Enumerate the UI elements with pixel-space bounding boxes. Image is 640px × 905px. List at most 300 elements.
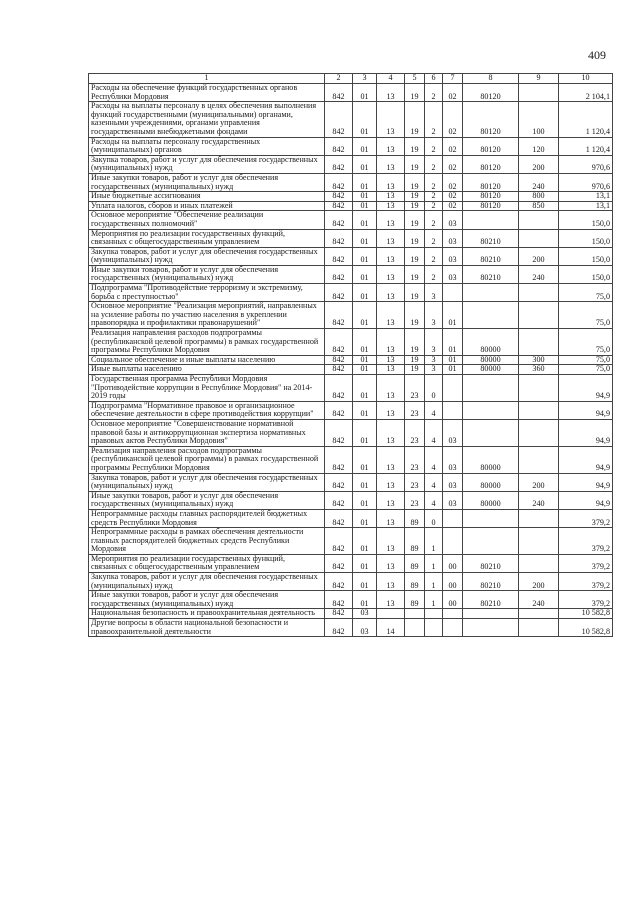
- row-subprogram: 2: [425, 192, 443, 202]
- row-name: Иные выплаты населению: [89, 365, 325, 375]
- row-expense-type: 200: [519, 473, 559, 491]
- row-amount: 379,2: [559, 528, 613, 555]
- row-subprogram: 4: [425, 446, 443, 473]
- row-amount: 94,9: [559, 375, 613, 402]
- row-expense-type: [519, 419, 559, 446]
- table-row: [89, 355, 613, 365]
- row-ministry-code: 842: [325, 401, 353, 419]
- row-direction: 80210: [463, 554, 519, 572]
- row-ministry-code: 842: [325, 155, 353, 173]
- column-header: 1: [89, 74, 325, 84]
- row-name: Подпрограмма "Нормативное правовое и организационное обеспечение деятельности в сфере противодействия коррупции": [89, 401, 325, 419]
- table-row: [89, 375, 613, 402]
- row-expense-type: 240: [519, 591, 559, 609]
- row-expense-type: [519, 211, 559, 229]
- column-header: 5: [405, 74, 425, 84]
- row-amount: 75,0: [559, 284, 613, 302]
- row-expense-type: [519, 329, 559, 356]
- row-activity: 01: [443, 355, 463, 365]
- row-subsection: 13: [377, 155, 405, 173]
- row-section: 01: [353, 355, 377, 365]
- table-row: [89, 446, 613, 473]
- row-name: Расходы на выплаты персоналу государственных (муниципальных) органов: [89, 137, 325, 155]
- table-row: [89, 619, 613, 637]
- row-activity: 00: [443, 554, 463, 572]
- table-row: [89, 365, 613, 375]
- row-subprogram: 4: [425, 473, 443, 491]
- table-row: [89, 528, 613, 555]
- row-activity: 02: [443, 155, 463, 173]
- row-activity: 02: [443, 201, 463, 211]
- row-subsection: 13: [377, 137, 405, 155]
- row-ministry-code: 842: [325, 355, 353, 365]
- row-activity: 03: [443, 491, 463, 509]
- row-subprogram: 1: [425, 573, 443, 591]
- row-activity: 00: [443, 573, 463, 591]
- row-ministry-code: 842: [325, 419, 353, 446]
- row-program: 19: [405, 355, 425, 365]
- row-amount: 13,1: [559, 201, 613, 211]
- row-activity: [443, 375, 463, 402]
- row-name: Реализация направления расходов подпрограммы (республиканской целевой программы) в рамках государственной программы Республики Мордовия: [89, 446, 325, 473]
- row-amount: 379,2: [559, 573, 613, 591]
- row-amount: 75,0: [559, 365, 613, 375]
- row-program: 19: [405, 155, 425, 173]
- row-direction: 80210: [463, 573, 519, 591]
- row-subprogram: 1: [425, 528, 443, 555]
- row-expense-type: [519, 375, 559, 402]
- row-expense-type: [519, 401, 559, 419]
- row-name: Другие вопросы в области национальной безопасности и правоохранительной деятельности: [89, 619, 325, 637]
- row-section: 01: [353, 265, 377, 283]
- row-activity: 03: [443, 446, 463, 473]
- table-row: [89, 247, 613, 265]
- row-amount: 379,2: [559, 591, 613, 609]
- row-subprogram: 4: [425, 491, 443, 509]
- row-subsection: 13: [377, 591, 405, 609]
- row-section: 01: [353, 591, 377, 609]
- row-program: 23: [405, 446, 425, 473]
- row-name: Подпрограмма "Противодействие терроризму и экстремизму, борьба с преступностью": [89, 284, 325, 302]
- row-subprogram: 0: [425, 375, 443, 402]
- row-program: 89: [405, 509, 425, 527]
- row-name: Расходы на обеспечение функций государственных органов Республики Мордовия: [89, 84, 325, 102]
- row-subsection: 13: [377, 528, 405, 555]
- row-activity: [443, 528, 463, 555]
- row-direction: 80000: [463, 329, 519, 356]
- table-row: [89, 302, 613, 329]
- row-program: 19: [405, 211, 425, 229]
- table-row: [89, 173, 613, 191]
- row-expense-type: [519, 609, 559, 619]
- table-row: [89, 265, 613, 283]
- row-subprogram: 4: [425, 419, 443, 446]
- row-activity: [443, 609, 463, 619]
- row-ministry-code: 842: [325, 192, 353, 202]
- row-subprogram: 2: [425, 173, 443, 191]
- column-header: 6: [425, 74, 443, 84]
- row-subsection: 13: [377, 401, 405, 419]
- row-direction: [463, 509, 519, 527]
- row-amount: 150,0: [559, 211, 613, 229]
- row-expense-type: [519, 509, 559, 527]
- table-row: [89, 192, 613, 202]
- row-ministry-code: 842: [325, 229, 353, 247]
- row-direction: [463, 302, 519, 329]
- row-direction: 80210: [463, 265, 519, 283]
- row-name: Основное мероприятие "Совершенствование нормативной правовой базы и антикоррупционная экспертиза нормативных правовых актов Республики Мордовия": [89, 419, 325, 446]
- row-direction: [463, 284, 519, 302]
- row-direction: 80000: [463, 355, 519, 365]
- row-name: Основное мероприятие "Обеспечение реализации государственных полномочий": [89, 211, 325, 229]
- row-activity: 02: [443, 173, 463, 191]
- column-header: 3: [353, 74, 377, 84]
- row-section: 01: [353, 284, 377, 302]
- row-subsection: 13: [377, 473, 405, 491]
- row-direction: 80120: [463, 192, 519, 202]
- row-activity: [443, 619, 463, 637]
- row-program: 89: [405, 528, 425, 555]
- row-direction: 80120: [463, 84, 519, 102]
- row-subprogram: 3: [425, 284, 443, 302]
- row-section: 01: [353, 491, 377, 509]
- table-row: [89, 137, 613, 155]
- table-row: [89, 329, 613, 356]
- row-name: Уплата налогов, сборов и иных платежей: [89, 201, 325, 211]
- row-subprogram: 2: [425, 137, 443, 155]
- row-subprogram: [425, 609, 443, 619]
- row-section: 01: [353, 155, 377, 173]
- row-amount: 379,2: [559, 509, 613, 527]
- table-row: [89, 573, 613, 591]
- page-number: 409: [588, 48, 606, 62]
- row-program: 19: [405, 102, 425, 137]
- row-program: 23: [405, 375, 425, 402]
- row-name: Закупка товаров, работ и услуг для обеспечения государственных (муниципальных) нужд: [89, 247, 325, 265]
- row-subprogram: 2: [425, 265, 443, 283]
- column-header: 9: [519, 74, 559, 84]
- table-row: [89, 284, 613, 302]
- row-ministry-code: 842: [325, 509, 353, 527]
- column-header: 4: [377, 74, 405, 84]
- row-ministry-code: 842: [325, 473, 353, 491]
- row-subprogram: 1: [425, 554, 443, 572]
- row-expense-type: [519, 528, 559, 555]
- row-section: 01: [353, 229, 377, 247]
- row-program: 19: [405, 201, 425, 211]
- row-name: Закупка товаров, работ и услуг для обеспечения государственных (муниципальных) нужд: [89, 473, 325, 491]
- row-amount: 1 120,4: [559, 137, 613, 155]
- row-expense-type: 200: [519, 247, 559, 265]
- row-amount: 150,0: [559, 265, 613, 283]
- budget-table: [88, 73, 613, 637]
- row-section: 01: [353, 329, 377, 356]
- row-ministry-code: 842: [325, 211, 353, 229]
- row-subsection: 13: [377, 509, 405, 527]
- row-program: 23: [405, 419, 425, 446]
- row-activity: 00: [443, 591, 463, 609]
- row-subsection: 13: [377, 375, 405, 402]
- table-row: [89, 229, 613, 247]
- table-row: [89, 102, 613, 137]
- row-activity: [443, 509, 463, 527]
- row-ministry-code: 842: [325, 573, 353, 591]
- row-amount: 970,6: [559, 173, 613, 191]
- row-subprogram: [425, 619, 443, 637]
- row-ministry-code: 842: [325, 591, 353, 609]
- column-header: 7: [443, 74, 463, 84]
- row-direction: [463, 609, 519, 619]
- row-program: 19: [405, 229, 425, 247]
- row-section: 01: [353, 192, 377, 202]
- row-activity: 02: [443, 102, 463, 137]
- row-name: Социальное обеспечение и иные выплаты населению: [89, 355, 325, 365]
- row-subprogram: 0: [425, 509, 443, 527]
- row-activity: 02: [443, 84, 463, 102]
- row-direction: 80120: [463, 155, 519, 173]
- row-subprogram: 2: [425, 201, 443, 211]
- row-ministry-code: 842: [325, 446, 353, 473]
- row-name: Иные бюджетные ассигнования: [89, 192, 325, 202]
- row-program: 89: [405, 591, 425, 609]
- row-amount: 94,9: [559, 473, 613, 491]
- row-amount: 10 582,8: [559, 609, 613, 619]
- row-ministry-code: 842: [325, 201, 353, 211]
- row-program: 19: [405, 284, 425, 302]
- row-name: Иные закупки товаров, работ и услуг для обеспечения государственных (муниципальных) нужд: [89, 173, 325, 191]
- row-expense-type: [519, 554, 559, 572]
- row-ministry-code: 842: [325, 375, 353, 402]
- row-activity: 03: [443, 247, 463, 265]
- row-name: Закупка товаров, работ и услуг для обеспечения государственных (муниципальных) нужд: [89, 573, 325, 591]
- table-row: [89, 591, 613, 609]
- row-expense-type: 200: [519, 155, 559, 173]
- row-name: Государственная программа Республики Мордовия "Противодействие коррупции в Республике Мордовия" на 2014-2019 годы: [89, 375, 325, 402]
- row-section: 01: [353, 84, 377, 102]
- row-name: Основное мероприятие "Реализация мероприятий, направленных на усиление работы по участию населения в укреплении правопорядка и профилактики правонарушений": [89, 302, 325, 329]
- row-subsection: 13: [377, 102, 405, 137]
- row-amount: 75,0: [559, 329, 613, 356]
- row-name: Непрограммные расходы в рамках обеспечения деятельности главных распорядителей бюджетных средств Республики Мордовия: [89, 528, 325, 555]
- row-direction: 80000: [463, 473, 519, 491]
- row-subprogram: 4: [425, 401, 443, 419]
- row-activity: 01: [443, 365, 463, 375]
- row-expense-type: 120: [519, 137, 559, 155]
- row-expense-type: 240: [519, 491, 559, 509]
- row-amount: 970,6: [559, 155, 613, 173]
- row-activity: 01: [443, 302, 463, 329]
- row-subsection: 13: [377, 229, 405, 247]
- row-section: 01: [353, 137, 377, 155]
- row-section: 01: [353, 554, 377, 572]
- row-ministry-code: 842: [325, 284, 353, 302]
- table-row: [89, 609, 613, 619]
- row-direction: 80000: [463, 365, 519, 375]
- row-section: 01: [353, 528, 377, 555]
- column-header: 2: [325, 74, 353, 84]
- row-subprogram: 2: [425, 247, 443, 265]
- row-activity: 03: [443, 473, 463, 491]
- row-amount: 94,9: [559, 491, 613, 509]
- table-row: [89, 473, 613, 491]
- row-ministry-code: 842: [325, 102, 353, 137]
- row-section: 01: [353, 102, 377, 137]
- row-subprogram: 2: [425, 102, 443, 137]
- table-row: [89, 84, 613, 102]
- row-activity: 03: [443, 265, 463, 283]
- row-direction: [463, 528, 519, 555]
- row-subsection: 13: [377, 265, 405, 283]
- row-section: 01: [353, 201, 377, 211]
- row-ministry-code: 842: [325, 137, 353, 155]
- row-direction: [463, 619, 519, 637]
- row-amount: 379,2: [559, 554, 613, 572]
- table-row: [89, 155, 613, 173]
- row-program: 19: [405, 302, 425, 329]
- row-section: 01: [353, 573, 377, 591]
- row-activity: [443, 401, 463, 419]
- row-subsection: 13: [377, 554, 405, 572]
- row-expense-type: 240: [519, 265, 559, 283]
- row-ministry-code: 842: [325, 84, 353, 102]
- row-expense-type: 300: [519, 355, 559, 365]
- row-ministry-code: 842: [325, 554, 353, 572]
- row-activity: 03: [443, 229, 463, 247]
- row-activity: 03: [443, 211, 463, 229]
- row-ministry-code: 842: [325, 265, 353, 283]
- row-section: 01: [353, 247, 377, 265]
- table-row: [89, 401, 613, 419]
- row-activity: 03: [443, 419, 463, 446]
- row-section: 01: [353, 173, 377, 191]
- row-expense-type: 100: [519, 102, 559, 137]
- row-amount: 75,0: [559, 355, 613, 365]
- row-direction: [463, 211, 519, 229]
- row-amount: 13,1: [559, 192, 613, 202]
- row-subsection: 13: [377, 573, 405, 591]
- row-expense-type: [519, 229, 559, 247]
- row-program: 23: [405, 473, 425, 491]
- row-name: Реализация направления расходов подпрограммы (республиканской целевой программы) в рамках государственной программы Республики Мордовия: [89, 329, 325, 356]
- row-activity: 02: [443, 137, 463, 155]
- row-name: Расходы на выплаты персоналу в целях обеспечения выполнения функций государственными (муниципальными) органами, казенными учреждениями, органами управления государственными внебюджетными фондами: [89, 102, 325, 137]
- row-activity: [443, 284, 463, 302]
- row-subsection: 13: [377, 211, 405, 229]
- row-name: Иные закупки товаров, работ и услуг для обеспечения государственных (муниципальных) нужд: [89, 491, 325, 509]
- row-section: 01: [353, 302, 377, 329]
- table-row: [89, 201, 613, 211]
- row-program: 19: [405, 137, 425, 155]
- row-direction: 80120: [463, 102, 519, 137]
- row-expense-type: 850: [519, 201, 559, 211]
- row-section: 01: [353, 375, 377, 402]
- row-subprogram: 3: [425, 329, 443, 356]
- row-subsection: 13: [377, 329, 405, 356]
- row-amount: 1 120,4: [559, 102, 613, 137]
- row-subsection: 13: [377, 247, 405, 265]
- row-amount: 75,0: [559, 302, 613, 329]
- row-name: Национальная безопасность и правоохранительная деятельность: [89, 609, 325, 619]
- row-direction: [463, 375, 519, 402]
- row-ministry-code: 842: [325, 173, 353, 191]
- row-subprogram: 3: [425, 302, 443, 329]
- row-amount: 150,0: [559, 229, 613, 247]
- row-program: 19: [405, 247, 425, 265]
- row-amount: 10 582,8: [559, 619, 613, 637]
- row-expense-type: [519, 446, 559, 473]
- row-ministry-code: 842: [325, 365, 353, 375]
- row-ministry-code: 842: [325, 302, 353, 329]
- row-subprogram: 3: [425, 365, 443, 375]
- row-expense-type: 240: [519, 173, 559, 191]
- row-activity: 01: [443, 329, 463, 356]
- row-expense-type: [519, 84, 559, 102]
- row-direction: 80120: [463, 173, 519, 191]
- row-amount: 150,0: [559, 247, 613, 265]
- row-subsection: 13: [377, 355, 405, 365]
- row-program: 19: [405, 329, 425, 356]
- row-program: 19: [405, 365, 425, 375]
- row-expense-type: 360: [519, 365, 559, 375]
- row-program: 89: [405, 554, 425, 572]
- row-ministry-code: 842: [325, 528, 353, 555]
- row-name: Иные закупки товаров, работ и услуг для обеспечения государственных (муниципальных) нужд: [89, 591, 325, 609]
- row-name: Закупка товаров, работ и услуг для обеспечения государственных (муниципальных) нужд: [89, 155, 325, 173]
- row-direction: 80000: [463, 446, 519, 473]
- row-program: 19: [405, 192, 425, 202]
- row-name: Иные закупки товаров, работ и услуг для обеспечения государственных (муниципальных) нужд: [89, 265, 325, 283]
- row-subprogram: 2: [425, 84, 443, 102]
- row-section: 01: [353, 473, 377, 491]
- row-ministry-code: 842: [325, 329, 353, 356]
- row-ministry-code: 842: [325, 247, 353, 265]
- row-name: Мероприятия по реализации государственных функций, связанных с общегосударственным управлением: [89, 554, 325, 572]
- row-expense-type: [519, 284, 559, 302]
- row-expense-type: 800: [519, 192, 559, 202]
- row-section: 03: [353, 609, 377, 619]
- row-subprogram: 1: [425, 591, 443, 609]
- row-program: [405, 619, 425, 637]
- row-subsection: 13: [377, 201, 405, 211]
- column-header: 10: [559, 74, 613, 84]
- row-subsection: 14: [377, 619, 405, 637]
- row-subsection: 13: [377, 84, 405, 102]
- row-subsection: 13: [377, 302, 405, 329]
- row-expense-type: 200: [519, 573, 559, 591]
- row-section: 01: [353, 446, 377, 473]
- row-subprogram: 2: [425, 211, 443, 229]
- row-direction: 80120: [463, 137, 519, 155]
- row-program: [405, 609, 425, 619]
- row-name: Мероприятия по реализации государственных функций, связанных с общегосударственным управлением: [89, 229, 325, 247]
- row-expense-type: [519, 302, 559, 329]
- row-subsection: 13: [377, 446, 405, 473]
- row-subprogram: 3: [425, 355, 443, 365]
- row-subsection: 13: [377, 491, 405, 509]
- row-program: 19: [405, 173, 425, 191]
- row-program: 23: [405, 401, 425, 419]
- row-direction: 80120: [463, 201, 519, 211]
- row-ministry-code: 842: [325, 619, 353, 637]
- row-activity: 02: [443, 192, 463, 202]
- row-amount: 94,9: [559, 419, 613, 446]
- row-amount: 94,9: [559, 401, 613, 419]
- row-section: 01: [353, 401, 377, 419]
- row-section: 01: [353, 211, 377, 229]
- row-ministry-code: 842: [325, 609, 353, 619]
- row-subsection: 13: [377, 284, 405, 302]
- row-program: 89: [405, 573, 425, 591]
